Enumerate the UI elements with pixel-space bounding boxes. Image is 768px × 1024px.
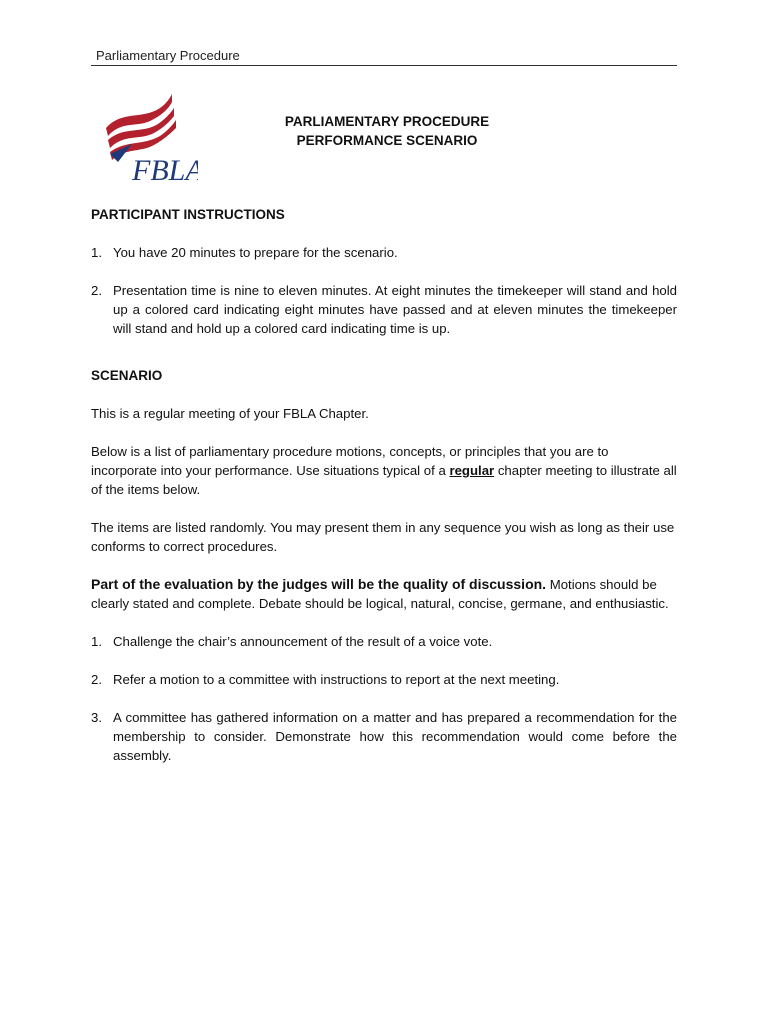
list-item	[91, 632, 677, 651]
list-number: 1.	[91, 634, 102, 649]
scenario-heading: SCENARIO	[91, 368, 163, 383]
list-number: 2.	[91, 283, 102, 298]
instructions-heading: PARTICIPANT INSTRUCTIONS	[91, 207, 285, 222]
list-item	[91, 708, 677, 765]
instructions-list	[91, 243, 677, 338]
list-number: 2.	[91, 672, 102, 687]
p2-text-after: chapter meeting to illustrate all of the items below.	[91, 463, 677, 497]
scenario-paragraph-3: The items are listed randomly. You may present them in any sequence you wish as long as their use conforms to correct procedures.	[91, 520, 675, 554]
scenario-paragraph-1: This is a regular meeting of your FBLA Chapter.	[91, 406, 369, 421]
title-line-2: PERFORMANCE SCENARIO	[296, 133, 478, 148]
document-body	[91, 205, 677, 765]
list-item	[91, 243, 677, 262]
list-number: 3.	[91, 710, 102, 725]
scenario-items-list	[91, 632, 677, 765]
document-title	[240, 112, 534, 150]
list-item	[91, 670, 677, 689]
p2-underlined-word: regular	[449, 463, 495, 478]
list-text: You have 20 minutes to prepare for the scenario.	[113, 245, 398, 260]
fbla-wordmark: FBLA	[132, 154, 198, 187]
p4-bold-lead: Part of the evaluation by the judges will be the quality of discussion.	[91, 576, 547, 592]
list-number: 1.	[91, 245, 102, 260]
list-item	[91, 281, 677, 338]
list-text: Presentation time is nine to eleven minutes. At eight minutes the timekeeper will stand and hold up a colored card indicating eight minutes have passed and at eleven minutes the timekeeper will stand and hold up a colored card indicating time is up.	[113, 283, 677, 336]
title-line-1: PARLIAMENTARY PROCEDURE	[284, 114, 490, 129]
scenario-paragraph-4	[91, 575, 677, 613]
scenario-paragraph-2	[91, 442, 677, 499]
p4-text: Motions should be clearly stated and complete. Debate should be logical, natural, concise, germane, and enthusiastic.	[91, 577, 669, 611]
list-text: Refer a motion to a committee with instructions to report at the next meeting.	[113, 672, 560, 687]
list-text: A committee has gathered information on a matter and has prepared a recommendation for the membership to consider. Demonstrate how this recommendation would come before the assembly.	[113, 710, 677, 763]
p2-text-before: Below is a list of parliamentary procedure motions, concepts, or principles that you are to incorporate into your performance. Use situations typical of a	[91, 444, 609, 478]
list-text: Challenge the chair’s announcement of the result of a voice vote.	[113, 634, 493, 649]
fbla-logo	[102, 90, 198, 188]
running-header: Parliamentary Procedure	[91, 47, 677, 66]
fbla-logo-graphic	[102, 90, 198, 188]
